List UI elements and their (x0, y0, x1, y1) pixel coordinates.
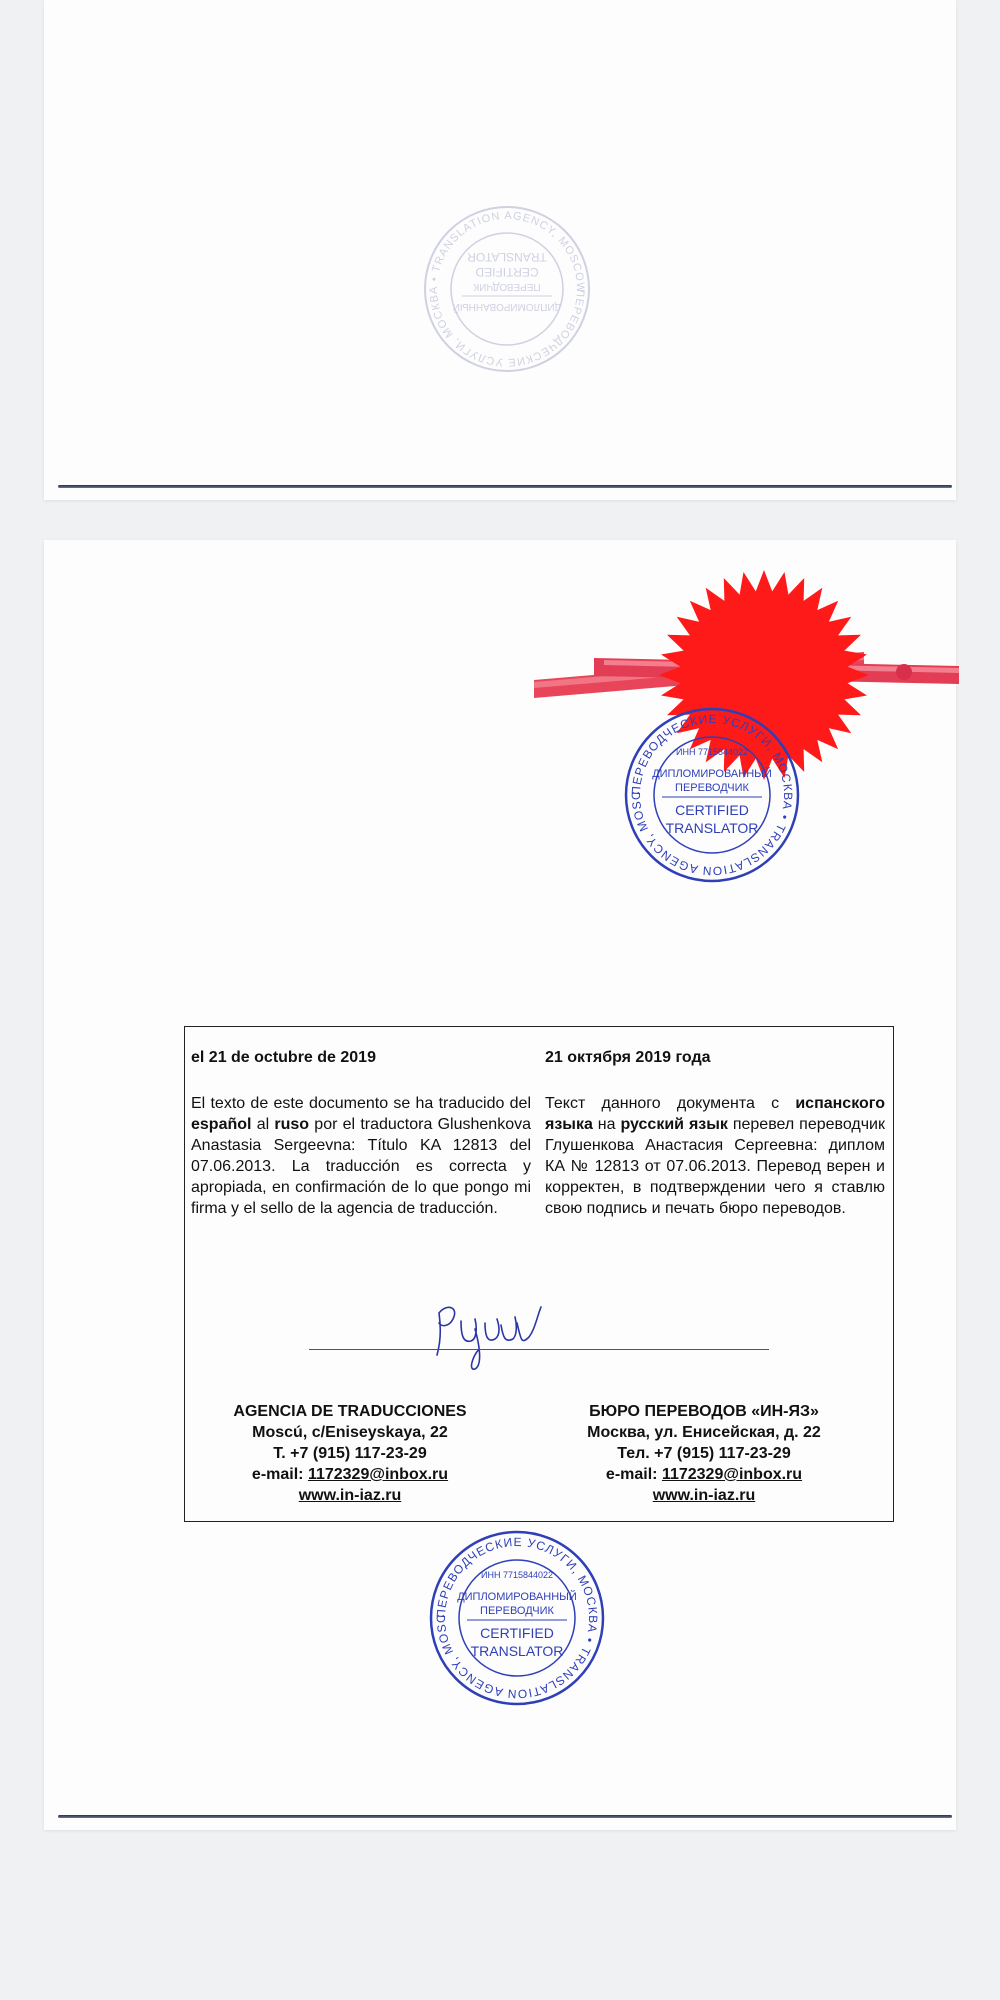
svg-text:TRANSLATOR: TRANSLATOR (665, 820, 759, 836)
page-edge-shadow-bottom (58, 1815, 952, 1818)
svg-text:ИНН 7715844022: ИНН 7715844022 (675, 747, 749, 757)
svg-text:TRANSLATOR: TRANSLATOR (467, 250, 547, 264)
contacts-spanish (185, 1401, 515, 1506)
email-link-ru[interactable]: 1172329@inbox.ru (661, 1466, 803, 1483)
certification-spanish (191, 1049, 531, 1219)
agency-phone-ru: Тел. +7 (915) 117-23-29 (617, 1445, 791, 1462)
website-link-ru[interactable]: www.in-iaz.ru (652, 1487, 756, 1504)
certification-box (184, 1026, 894, 1522)
agency-phone-es: T. +7 (915) 117-23-29 (273, 1445, 427, 1462)
svg-text:ПЕРЕВОДЧИК: ПЕРЕВОДЧИК (480, 1605, 554, 1617)
faded-translator-stamp (422, 204, 592, 379)
agency-name-ru: БЮРО ПЕРЕВОДОВ «ИН-ЯЗ» (589, 1403, 819, 1420)
document-page-bottom (44, 540, 956, 1830)
svg-text:ПЕРЕВОДЧИК: ПЕРЕВОДЧИК (675, 782, 749, 794)
website-link-es[interactable]: www.in-iaz.ru (298, 1487, 402, 1504)
svg-text:ДИПЛОМИРОВАННЫЙ: ДИПЛОМИРОВАННЫЙ (457, 1591, 577, 1603)
document-page-top (44, 0, 956, 500)
statement-russian: Текст данного документа с испанского языка на русский язык перевел переводчик Глушенкова Анастасия Сергеевна: диплом КА № 12813 от 07.06.2013. Перевод верен и корректен, в подтверждении чего я ставлю свою подпись и печать бюро переводов. (545, 1095, 885, 1217)
svg-text:ПЕРЕВОДЧЕСКИЕ УСЛУГИ, МОСКВА •: ПЕРЕВОДЧЕСКИЕ УСЛУГИ, МОСКВА • TRANSLATION AGENCY, MOSCOW (427, 209, 587, 369)
statement-spanish: El texto de este documento se ha traducido del español al ruso por el traductora Glushenkova Anastasia Sergeevna: Título KA 12813 del 07.06.2013. La traducción es correcta y apropiada, en confirmación de lo que pongo mi firma y el sello de la agencia de traducción. (191, 1095, 531, 1217)
email-link-es[interactable]: 1172329@inbox.ru (307, 1466, 449, 1483)
svg-text:ДИПЛОМИРОВАННЫЙ: ДИПЛОМИРОВАННЫЙ (452, 301, 562, 312)
date-spanish: el 21 de octubre de 2019 (191, 1049, 376, 1066)
certification-russian (545, 1049, 885, 1219)
contacts-russian (539, 1401, 869, 1506)
svg-text:ПЕРЕВОДЧЕСКИЕ УСЛУГИ, МОСКВА •: ПЕРЕВОДЧЕСКИЕ УСЛУГИ, МОСКВА • TRANSLATION AGENCY, MOSC (433, 1534, 601, 1702)
svg-text:CERTIFIED: CERTIFIED (475, 265, 539, 279)
translator-stamp-bottom (427, 1528, 607, 1713)
agency-email-es: e-mail: 1172329@inbox.ru (251, 1466, 449, 1483)
date-russian: 21 октября 2019 года (545, 1049, 711, 1066)
svg-text:ПЕРЕВОДЧИК: ПЕРЕВОДЧИК (473, 281, 541, 292)
svg-text:TRANSLATOR: TRANSLATOR (470, 1643, 564, 1659)
agency-address-es: Moscú, c/Eniseyskaya, 22 (252, 1424, 448, 1441)
translator-stamp-top (622, 705, 802, 890)
signature-line (309, 1349, 769, 1350)
svg-text:ПЕРЕВОДЧЕСКИЕ УСЛУГИ, МОСКВА •: ПЕРЕВОДЧЕСКИЕ УСЛУГИ, МОСКВА • TRANSLATION AGENCY, MOSC (628, 711, 796, 879)
svg-text:ДИПЛОМИРОВАННЫЙ: ДИПЛОМИРОВАННЫЙ (652, 768, 772, 780)
svg-text:ИНН 7715844022: ИНН 7715844022 (480, 1570, 554, 1580)
svg-text:CERTIFIED: CERTIFIED (480, 1625, 554, 1641)
svg-text:CERTIFIED: CERTIFIED (675, 802, 749, 818)
translator-signature (425, 1293, 555, 1378)
agency-email-ru: e-mail: 1172329@inbox.ru (605, 1466, 803, 1483)
agency-name-es: AGENCIA DE TRADUCCIONES (233, 1403, 467, 1420)
page-edge-shadow (58, 485, 952, 488)
agency-address-ru: Москва, ул. Енисейская, д. 22 (587, 1424, 821, 1441)
